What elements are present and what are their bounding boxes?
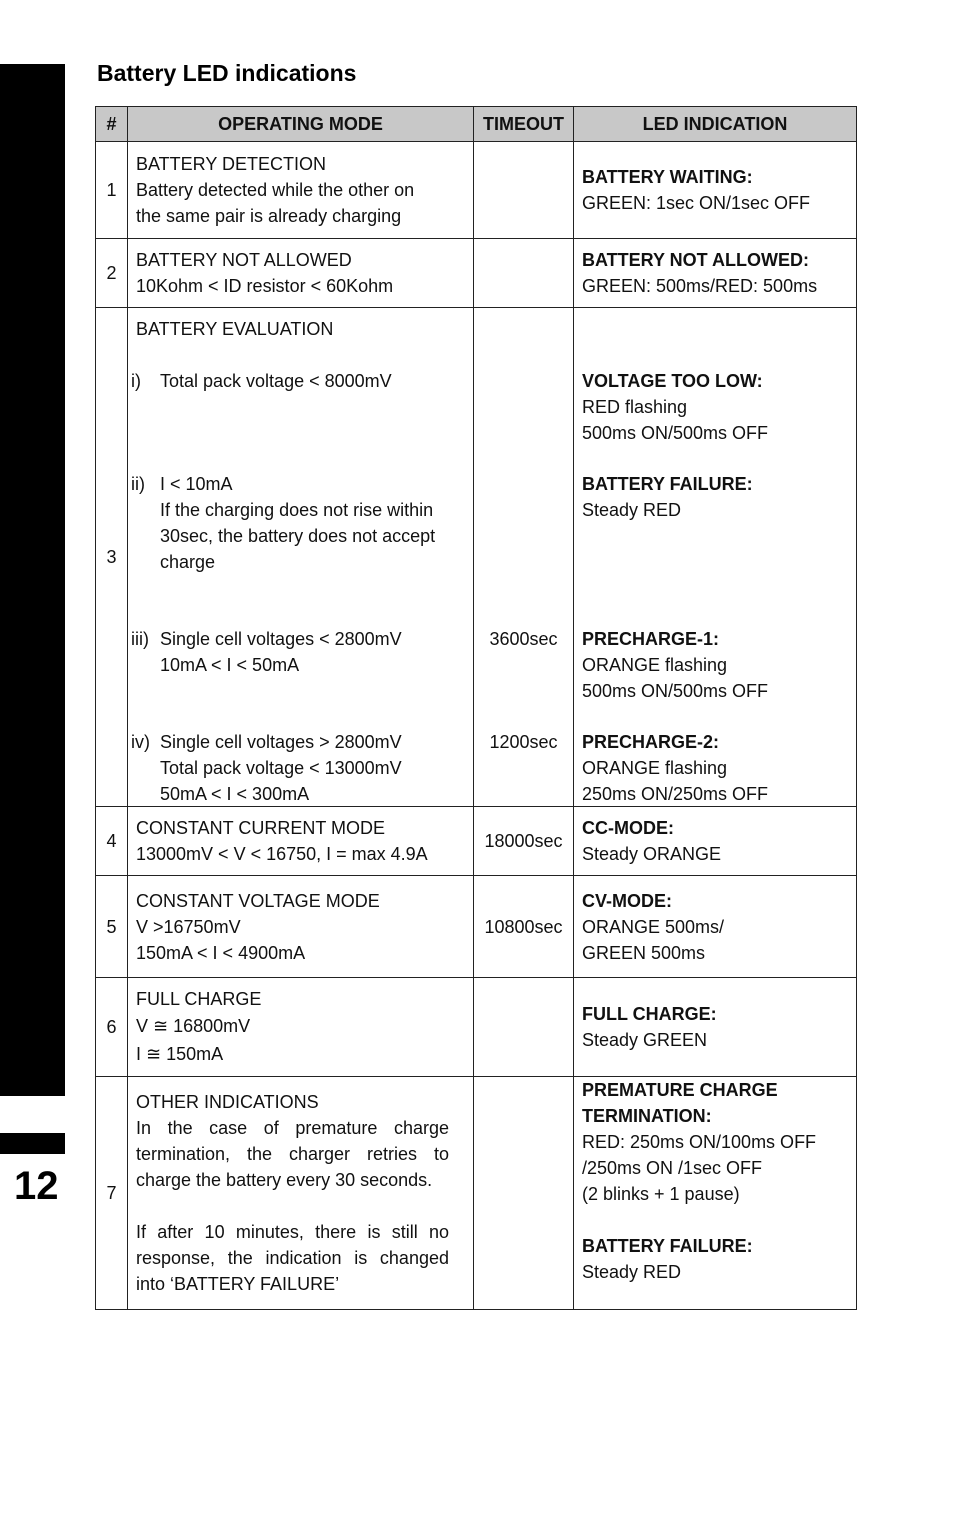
led-line: 500ms ON/500ms OFF — [582, 423, 769, 443]
timeout-cell — [474, 1077, 574, 1310]
item-line: Single cell voltages > 2800mV — [160, 732, 402, 752]
row-number: 2 — [96, 239, 128, 308]
header-led-indication: LED INDICATION — [574, 107, 857, 142]
mode-paragraph: In the case of premature charge termination, the charger retries to charge the battery every 30 seconds. — [136, 1118, 449, 1190]
header-operating-mode: OPERATING MODE — [128, 107, 474, 142]
mode-line: FULL CHARGE — [136, 989, 262, 1009]
led-line: (2 blinks + 1 pause) — [582, 1184, 740, 1204]
led-title: BATTERY WAITING: — [582, 167, 753, 187]
led-line: RED: 250ms ON/100ms OFF — [582, 1132, 817, 1152]
timeout-cell — [474, 978, 574, 1077]
table-row — [96, 1077, 857, 1310]
item-line: If the charging does not rise within — [160, 500, 434, 520]
timeout-value: 1200sec — [489, 732, 558, 752]
evaluation-item — [131, 626, 465, 678]
timeout-cell — [474, 239, 574, 308]
led-indication-cell — [574, 239, 857, 308]
header-number: # — [96, 107, 128, 142]
evaluation-item — [131, 729, 465, 807]
led-title: PRECHARGE-1: — [582, 629, 720, 649]
side-tab-marker — [0, 1133, 65, 1154]
item-label: ii) — [131, 474, 145, 494]
row-number: 6 — [96, 978, 128, 1077]
item-label: iv) — [131, 732, 150, 752]
item-label: i) — [131, 371, 141, 391]
evaluation-item — [131, 368, 465, 394]
header-timeout: TIMEOUT — [474, 107, 574, 142]
timeout-value: 3600sec — [489, 629, 558, 649]
timeout-cell: 10800sec — [474, 876, 574, 978]
led-title: CV-MODE: — [582, 890, 672, 911]
mode-line: BATTERY DETECTION — [136, 154, 327, 174]
paragraph-gap — [136, 1193, 449, 1219]
led-line: GREEN: 1sec ON/1sec OFF — [582, 193, 811, 213]
operating-mode-cell — [128, 876, 474, 978]
row-number: 5 — [96, 876, 128, 978]
row-number: 1 — [96, 142, 128, 239]
led-title: FULL CHARGE: — [582, 1004, 717, 1024]
led-indication-table — [95, 106, 857, 1310]
mode-title: OTHER INDICATIONS — [136, 1092, 319, 1112]
operating-mode-cell — [128, 807, 474, 876]
mode-paragraph: If after 10 minutes, there is still no response, the indication is changed into ‘BATTERY FAILURE’ — [136, 1222, 449, 1294]
mode-line: V >16750mV — [136, 916, 241, 937]
led-indication-cell — [574, 142, 857, 239]
led-title: PREMATURE CHARGE — [582, 1080, 778, 1100]
mode-line: the same pair is already charging — [136, 206, 402, 226]
table-header-row — [96, 107, 857, 142]
mode-line: Battery detected while the other on — [136, 180, 415, 200]
mode-line: 150mA < I < 4900mA — [136, 942, 306, 963]
item-line: charge — [160, 552, 216, 572]
mode-title: BATTERY EVALUATION — [136, 319, 334, 339]
led-line: GREEN 500ms — [582, 942, 706, 963]
led-indication-cell — [574, 807, 857, 876]
item-line: 10mA < I < 50mA — [160, 655, 300, 675]
led-title: BATTERY NOT ALLOWED: — [582, 250, 809, 270]
led-title: PRECHARGE-2: — [582, 732, 720, 752]
operating-mode-cell — [128, 978, 474, 1077]
timeout-cell: 18000sec — [474, 807, 574, 876]
led-indication-cell — [574, 308, 857, 807]
led-title: TERMINATION: — [582, 1106, 712, 1126]
table-row — [96, 239, 857, 308]
row-number: 4 — [96, 807, 128, 876]
operating-mode-cell — [128, 239, 474, 308]
item-line: Total pack voltage < 8000mV — [160, 371, 392, 391]
section-title: Battery LED indications — [97, 60, 357, 86]
mode-line: 13000mV < V < 16750, I = max 4.9A — [136, 844, 428, 864]
led-title: BATTERY FAILURE: — [582, 1236, 753, 1256]
row-number: 7 — [96, 1077, 128, 1310]
led-line: Steady GREEN — [582, 1030, 708, 1050]
led-line: ORANGE 500ms/ — [582, 916, 725, 937]
item-line: I < 10mA — [160, 474, 233, 494]
led-indication-cell — [574, 1077, 857, 1310]
item-line: 50mA < I < 300mA — [160, 784, 310, 804]
row-number: 3 — [96, 308, 128, 807]
led-line: ORANGE flashing — [582, 758, 728, 778]
mode-line: 10Kohm < ID resistor < 60Kohm — [136, 276, 394, 296]
item-label: iii) — [131, 629, 149, 649]
led-line: 500ms ON/500ms OFF — [582, 681, 769, 701]
led-line: 250ms ON/250ms OFF — [582, 784, 769, 804]
led-line: /250ms ON /1sec OFF — [582, 1158, 763, 1178]
evaluation-item — [131, 471, 465, 575]
mode-line: I ≅ 150mA — [136, 1044, 224, 1064]
item-line: Single cell voltages < 2800mV — [160, 629, 402, 649]
operating-mode-cell — [128, 308, 474, 807]
mode-line: BATTERY NOT ALLOWED — [136, 250, 352, 270]
led-line: Steady ORANGE — [582, 844, 722, 864]
page-number: 12 — [14, 1164, 59, 1208]
led-line: ORANGE flashing — [582, 655, 728, 675]
led-indication-cell — [574, 978, 857, 1077]
led-title: VOLTAGE TOO LOW: — [582, 371, 763, 391]
mode-line: CONSTANT CURRENT MODE — [136, 818, 386, 838]
table-row — [96, 308, 857, 807]
led-line: Steady RED — [582, 500, 682, 520]
side-tab-bar — [0, 64, 65, 1096]
table-row — [96, 876, 857, 978]
operating-mode-cell — [128, 142, 474, 239]
timeout-cell — [474, 308, 574, 807]
led-title: CC-MODE: — [582, 818, 674, 838]
led-title: BATTERY FAILURE: — [582, 474, 753, 494]
mode-line: V ≅ 16800mV — [136, 1016, 251, 1036]
operating-mode-cell — [128, 1077, 474, 1310]
table-row — [96, 978, 857, 1077]
table-row — [96, 807, 857, 876]
led-line: RED flashing — [582, 397, 688, 417]
led-line: GREEN: 500ms/RED: 500ms — [582, 276, 818, 296]
timeout-cell — [474, 142, 574, 239]
led-line: Steady RED — [582, 1262, 682, 1282]
mode-line: CONSTANT VOLTAGE MODE — [136, 890, 380, 911]
table-row — [96, 142, 857, 239]
item-line: 30sec, the battery does not accept — [160, 526, 436, 546]
led-indication-cell — [574, 876, 857, 978]
paragraph-gap — [582, 1207, 848, 1233]
item-line: Total pack voltage < 13000mV — [160, 758, 402, 778]
